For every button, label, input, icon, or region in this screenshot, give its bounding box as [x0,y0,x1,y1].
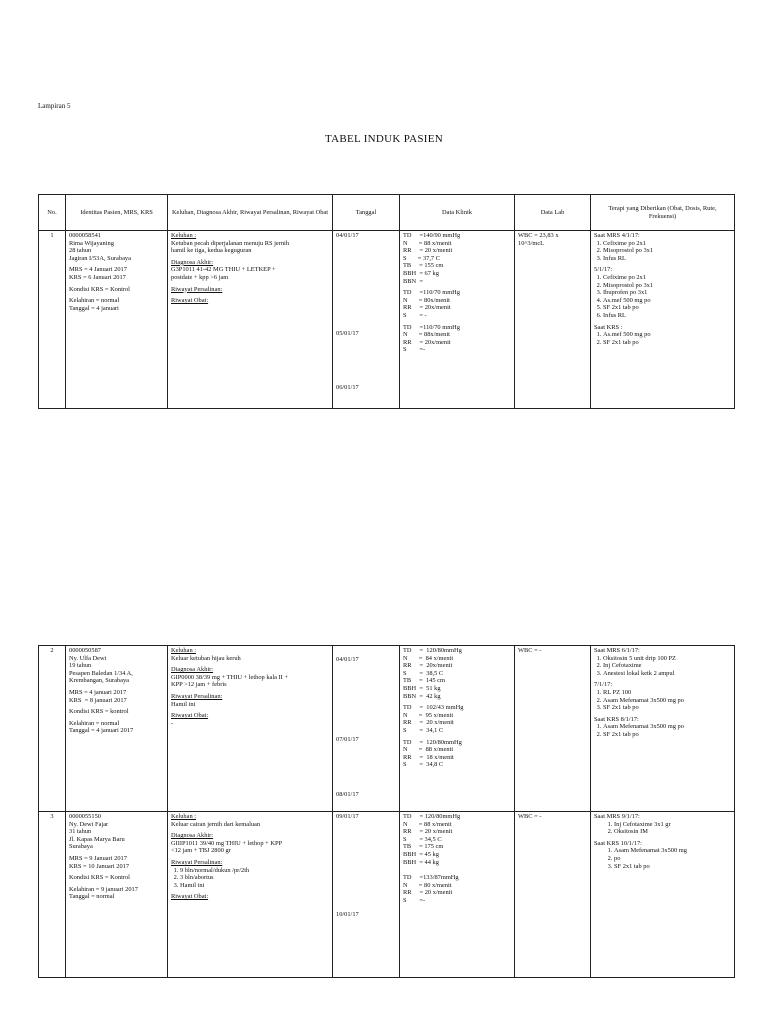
klinik-line: N = 80 x/menit [403,881,452,889]
persalinan-item: 1. 9 bln/normal/dukun /pr/2th [180,867,329,875]
terapi-item: 2. po [614,855,731,863]
klinik-line: BBH = 51 kg [403,684,441,692]
terapi-item: 6. Infus RL [603,312,731,320]
date-value: 10/01/17 [336,911,359,918]
terapi-list [594,331,731,346]
terapi-list [594,723,731,738]
identitas-line: MRS = 9 Januari 2017 [69,854,127,862]
terapi-heading: 7/1/17: [594,681,613,689]
klinik-line: N = 88x/menit [403,331,450,339]
obat-heading: Riwayat Obat: [171,297,209,305]
keluhan-heading: Keluhan : [171,232,197,239]
klinik-line: RR = 20x/menit [403,662,453,670]
klinik-line: S = 34,8 C [403,761,444,769]
diagnosa-line: GIIIP1011 39/40 mg THIU + lethop + KPP [171,839,283,847]
identitas-line: KRS = 10 Januari 2017 [69,862,130,870]
terapi-item: 3. Anestesi lokal ketk 2 ampul [603,670,731,678]
klinik-line: N = 88 x/menit [403,746,454,754]
klinik-line: TD =133/87mmHg [403,874,459,882]
terapi-item: 1. Asam Mefenamat 3x500 mg po [603,723,731,731]
identitas-line: MRS = 4 Januari 2017 [69,266,127,274]
klinik-line: TD = 120/80mmHg [403,813,461,820]
obat-heading: Riwayat Obat: [171,893,209,901]
identitas-line: Jl. Kapas Marya Baru [69,835,125,843]
klinik-line: RR = 20 x/menit [403,828,453,836]
klinik-line: TD =110/70 mmHg [403,323,460,331]
terapi-item: 4. As.mef 500 mg po [603,297,731,305]
page-title: TABEL INDUK PASIEN [325,133,443,145]
identitas-line: 000005854​1 [69,232,101,239]
identitas-line: Krembangan, Surabaya [69,677,129,685]
terapi-cell [591,812,735,978]
terapi-item: 3. Infus RL [603,255,731,263]
date-value: 07/01/17 [336,736,359,743]
klinik-line: S = 38,5 C [403,669,444,677]
date-value: 09/01/17 [336,813,359,820]
identitas-cell [66,646,168,812]
terapi-item: 2. Inj Cefotaxime [603,662,731,670]
diagnosa-heading: Diagnosa Akhir: [171,258,214,266]
terapi-item: 1. Oksitosin 5 unit drip 100 PZ [603,655,731,663]
identitas-line: 31 tahun [69,828,92,836]
terapi-item: 2. Oksitosin IM [614,828,731,836]
tanggal-cell [333,812,400,978]
terapi-item: 1. Cefixime po 2x1 [603,240,731,248]
terapi-list [594,655,731,678]
terapi-heading: Saat KRS 8/1/17: [594,715,639,723]
klinik-cell [400,231,515,409]
klinik-line: S = 34,5 C [403,835,442,843]
date-value: 04/01/17 [336,656,359,663]
klinik-line: S = 34,1 C [403,726,444,734]
identitas-cell [66,231,168,409]
klinik-line: S = 37,7 C [403,254,440,262]
diagnosa-line: KPP >12 jam + febris [171,681,227,689]
terapi-item: 2. Misoprostol po 3x1 [603,282,731,290]
terapi-heading: Saat KRS 10/1/17: [594,839,642,847]
klinik-line: N = 84 x/menit [403,654,454,662]
header-keluhan: Keluhan, Diagnosa Akhir, Riwayat Persalinan, Riwayat Obat [168,195,333,231]
date-value: 04/01/17 [336,232,359,239]
identitas-line: Kelahiran = normal [69,719,120,727]
identitas-cell [66,812,168,978]
terapi-heading: Saat MRS 4/1/17: [594,232,640,239]
terapi-heading: Saat MRS 9/1/17: [594,813,640,820]
diagnosa-heading: Diagnosa Akhir: [171,832,214,840]
header-tanggal: Tanggal [333,195,400,231]
identitas-line: KRS = 8 januari 2017 [69,696,127,704]
persalinan-heading: Riwayat Persalinan: [171,285,223,293]
keluhan-line: Ketuban pecah diperjalanan menuju RS jernih [171,239,290,247]
terapi-item: 2. SF 2x1 tab po [603,731,731,739]
identitas-line: Jagiran I/53A, Surabaya [69,254,131,262]
keluhan-line: Keluar cairan jernih dari kemaluan [171,820,261,828]
lab-line: WBC = 23,83 x [518,232,559,239]
klinik-cell [400,812,515,978]
terapi-cell [591,231,735,409]
identitas-line: Tanggal = normal [69,893,115,901]
identitas-line: Ny. Ulfa Dewi [69,654,107,662]
table-row [39,646,735,812]
klinik-line: S =- [403,346,426,354]
persalinan-item: 3. Hamil ini [180,882,329,890]
identitas-line: 28 tahun [69,247,92,255]
klinik-line: RR = 20 x/menit [403,247,453,255]
klinik-line: TB = 145 cm [403,677,445,685]
lab-cell [515,812,591,978]
terapi-item: 1. As.mef 500 mg po [603,331,731,339]
identitas-line: 0000055150 [69,813,101,820]
date-value: 05/01/17 [336,330,359,337]
date-value: 06/01/17 [336,384,359,391]
klinik-line: N = 95 x/menit [403,711,454,719]
terapi-list [594,274,731,320]
table-row [39,231,735,409]
identitas-line: Kondisi KRS = Kontrol [69,285,130,293]
terapi-list [594,847,731,870]
klinik-line: BBH = 45 kg [403,850,439,858]
persalinan-heading: Riwayat Persalinan: [171,692,223,700]
klinik-line: TB = 175 cm [403,843,444,851]
klinik-line: BBN = 42 kg [403,692,441,700]
klinik-line: RR = 20 x/menit [403,719,454,727]
table-row [39,812,735,978]
identitas-line: Pesapen Baledan 1/34 A, [69,669,133,677]
klinik-line: RR = 18 x/menit [403,753,454,761]
klinik-line: RR = 20x/menit [403,338,451,346]
tanggal-cell [333,231,400,409]
keluhan-cell [168,646,333,812]
terapi-item: 5. SF 2x1 tab po [603,304,731,312]
terapi-list [594,240,731,263]
terapi-item: 2. Misoprostol po 3x1 [603,247,731,255]
obat-line: - [171,719,174,727]
identitas-line: Kelahiran = normal [69,297,120,305]
lab-line: 10^3/mcL [518,239,545,247]
terapi-item: 3. SF 2x1 tab po [614,863,731,871]
tanggal-cell [333,646,400,812]
terapi-item: 2. SF 2x1 tab po [603,339,731,347]
appendix-label: Lampiran 5 [38,102,71,110]
klinik-cell [400,646,515,812]
diagnosa-heading: Diagnosa Akhir: [171,666,214,674]
identitas-line: MRS = 4 januari 2017 [69,688,127,696]
klinik-line: N = 88 x/menit [403,239,452,247]
terapi-list [594,821,731,836]
terapi-item: 1. Inj Cefotaxime 3x1 gr [614,821,731,829]
persalinan-list [171,867,329,890]
header-terapi: Terapi yang Diberikan (Obat, Dosis, Rute, Frekuensi) [591,195,735,231]
terapi-list [594,689,731,712]
terapi-heading: Saat KRS : [594,323,623,331]
klinik-line: BBH = 67 kg [403,269,439,277]
date-value: 08/01/17 [336,791,359,798]
terapi-heading: Saat MRS 6/1/17: [594,647,640,654]
persalinan-item: 2. 3 bln/abortus [180,874,329,882]
row-number: 1 [39,231,66,409]
row-number: 3 [39,812,66,978]
identitas-line: 19 tahun [69,662,92,670]
identitas-line: KRS = 6 Januari 2017 [69,273,126,281]
klinik-line: BBN = [403,277,423,285]
lab-cell [515,646,591,812]
terapi-item: 2. Asam Mefenamat 3x500 mg po [603,697,731,705]
identitas-line: Tanggal = 4 januari [69,304,119,312]
klinik-line: S = - [403,311,427,319]
klinik-line: TD =140/90 mmHg [403,232,461,239]
klinik-line: N = 88 x/menit [403,820,452,828]
keluhan-cell [168,812,333,978]
keluhan-heading: Keluhan : [171,813,197,820]
header-klinik: Data Klinik [400,195,515,231]
table-header [39,195,735,231]
lab-line: WBC = - [518,813,542,820]
header-no: No. [39,195,66,231]
obat-heading: Riwayat Obat: [171,712,209,720]
lab-line: WBC = - [518,647,542,654]
klinik-line: TD = 120/80mmHg [403,738,462,746]
diagnosa-line: GIP0000 38/39 mg + THIU + lethop kala II + [171,673,289,681]
identitas-line: Surabaya [69,843,93,851]
klinik-line: TD = 102/43 mmHg [403,704,464,712]
header-identitas: Identitas Pasien, MRS, KRS [66,195,168,231]
terapi-item: 1. Asam Mefenamat 3x500 mg [614,847,731,855]
persalinan-line: Hamil ini [171,700,196,708]
patient-table-page-1 [38,194,735,409]
keluhan-cell [168,231,333,409]
klinik-line: RR = 20x/menit [403,304,451,312]
klinik-line: RR = 20 x/menit [403,889,453,897]
keluhan-heading: Keluhan : [171,647,197,654]
persalinan-heading: Riwayat Persalinan: [171,858,223,866]
terapi-item: 1. RL PZ 100 [603,689,731,697]
klinik-line: TB = 155 cm [403,262,444,270]
dates-wrap [336,232,396,402]
klinik-line: N = 80x/menit [403,296,450,304]
keluhan-line: Keluar ketuban hijau keruh [171,654,241,662]
lab-cell [515,231,591,409]
klinik-line: BBH = 44 kg [403,858,439,866]
header-lab: Data Lab [515,195,591,231]
terapi-cell [591,646,735,812]
identitas-line: Ny. Dewi Fajar [69,820,109,828]
dates-wrap [336,813,396,971]
identitas-line: Kondisi KRS = kontrol [69,708,129,716]
klinik-line: S =- [403,896,426,904]
patient-table-page-2 [38,645,735,978]
identitas-line: Kondisi KRS = Kontrol [69,874,130,882]
identitas-line: Rima Wijayaning [69,239,114,247]
diagnosa-line: G3P1011 41-42 MG THIU + LETKEP + [171,266,276,274]
terapi-item: 3. Ibuprofen po 3x1 [603,289,731,297]
terapi-heading: 5/1/17: [594,266,613,274]
dates-wrap [336,647,396,805]
diagnosa-line: <12 jam + TBJ 2800 gr [171,847,231,855]
identitas-line: 0000050587 [69,647,101,654]
keluhan-line: hamil ke tiga, kedua keguguran [171,247,252,255]
terapi-item: 3. SF 2x1 tab po [603,704,731,712]
terapi-item: 1. Cefixime po 2x1 [603,274,731,282]
klinik-line: TD = 120/80mmHg [403,647,462,654]
identitas-line: Kelahiran = 9 januari 2017 [69,885,138,893]
klinik-line: TD =110/70 mmHg [403,289,460,297]
row-number: 2 [39,646,66,812]
identitas-line: Tanggal = 4 januari 2017 [69,727,134,735]
diagnosa-line: postdate + kpp >6 jam [171,273,229,281]
